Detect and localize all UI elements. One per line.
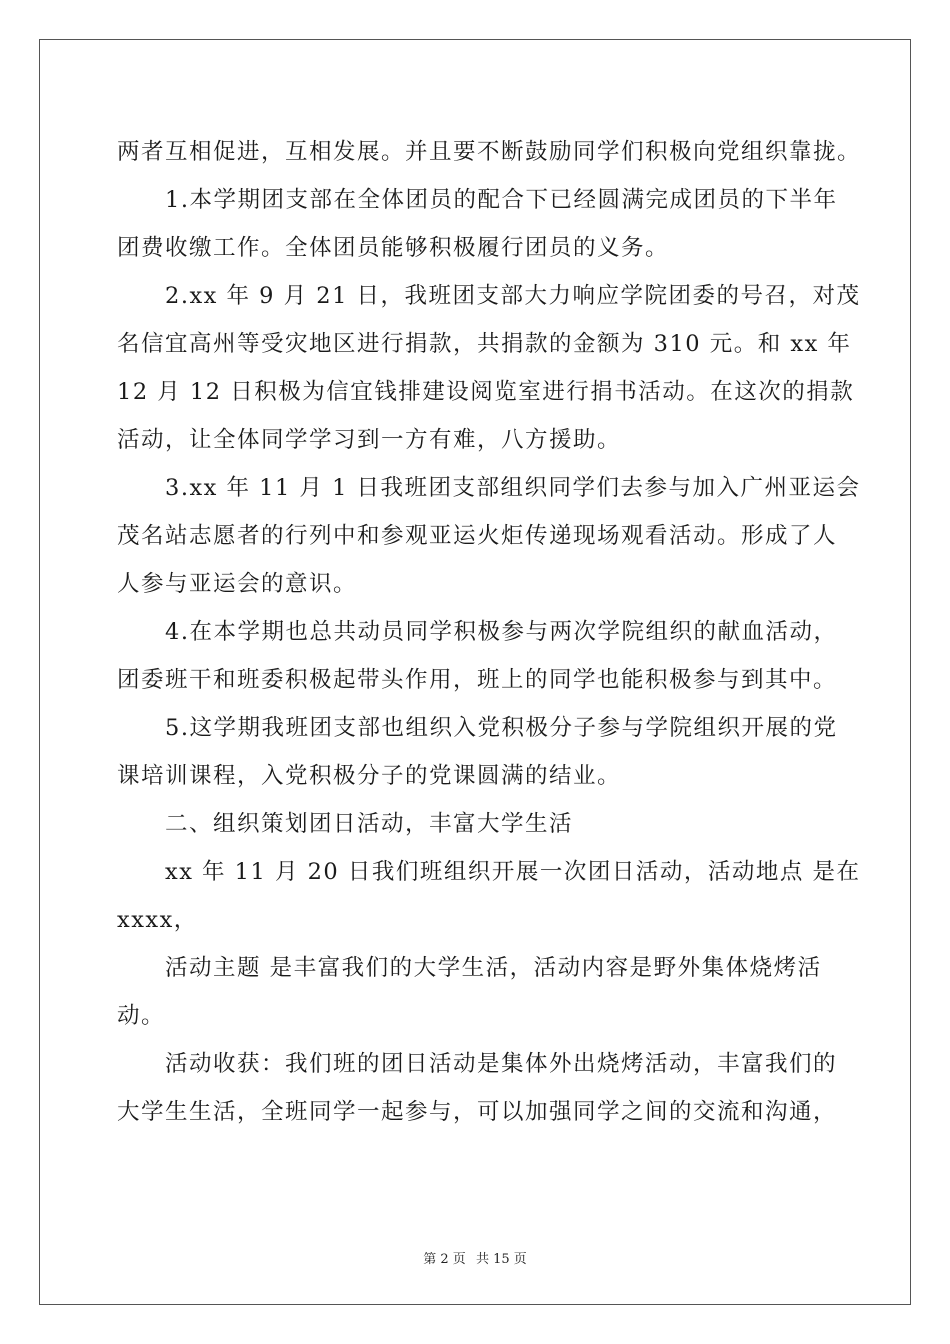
text-line: 二、组织策划团日活动，丰富大学生活	[165, 811, 574, 837]
text-line: 团委班干和班委积极起带头作用，班上的同学也能积极参与到其中。	[117, 667, 838, 693]
text-line: 活动主题 是丰富我们的大学生活，活动内容是野外集体烧烤活	[165, 955, 822, 981]
text-line: 3.xx 年 11 月 1 日我班团支部组织同学们去参与加入广州亚运会	[165, 475, 861, 501]
page-footer	[0, 1248, 950, 1267]
text-line: 4.在本学期也总共动员同学积极参与两次学院组织的献血活动，	[165, 619, 838, 645]
text-line: 名信宜高州等受灾地区进行捐款，共捐款的金额为 310 元。和 xx 年	[117, 331, 852, 357]
text-line: 1.本学期团支部在全体团员的配合下已经圆满完成团员的下半年	[165, 187, 838, 213]
text-line: 活动收获：我们班的团日活动是集体外出烧烤活动，丰富我们的	[165, 1051, 838, 1077]
text-line: 大学生生活，全班同学一起参与，可以加强同学之间的交流和沟通，	[117, 1099, 838, 1125]
text-line: 动。	[117, 1003, 166, 1029]
text-line: 5.这学期我班团支部也组织入党积极分子参与学院组织开展的党	[165, 715, 838, 741]
text-line: 活动，让全体同学学习到一方有难，八方援助。	[117, 427, 622, 453]
text-line: 课培训课程，入党积极分子的党课圆满的结业。	[117, 763, 622, 789]
text-line: 12 月 12 日积极为信宜钱排建设阅览室进行捐书活动。在这次的捐款	[117, 379, 855, 405]
text-line: 两者互相促进，互相发展。并且要不断鼓励同学们积极向党组织靠拢。	[117, 139, 862, 165]
text-line: 人参与亚运会的意识。	[117, 571, 358, 597]
page-number: 第 2 页	[423, 1252, 466, 1267]
text-line: 茂名站志愿者的行列中和参观亚运火炬传递现场观看活动。形成了人	[117, 523, 838, 549]
document-body	[117, 128, 862, 1136]
text-line: xxxx，	[117, 907, 198, 933]
text-line: 2.xx 年 9 月 21 日，我班团支部大力响应学院团委的号召，对茂	[165, 283, 861, 309]
page-total: 共 15 页	[475, 1252, 527, 1267]
text-line: xx 年 11 月 20 日我们班组织开展一次团日活动，活动地点 是在	[165, 859, 861, 885]
text-line: 团费收缴工作。全体团员能够积极履行团员的义务。	[117, 235, 670, 261]
